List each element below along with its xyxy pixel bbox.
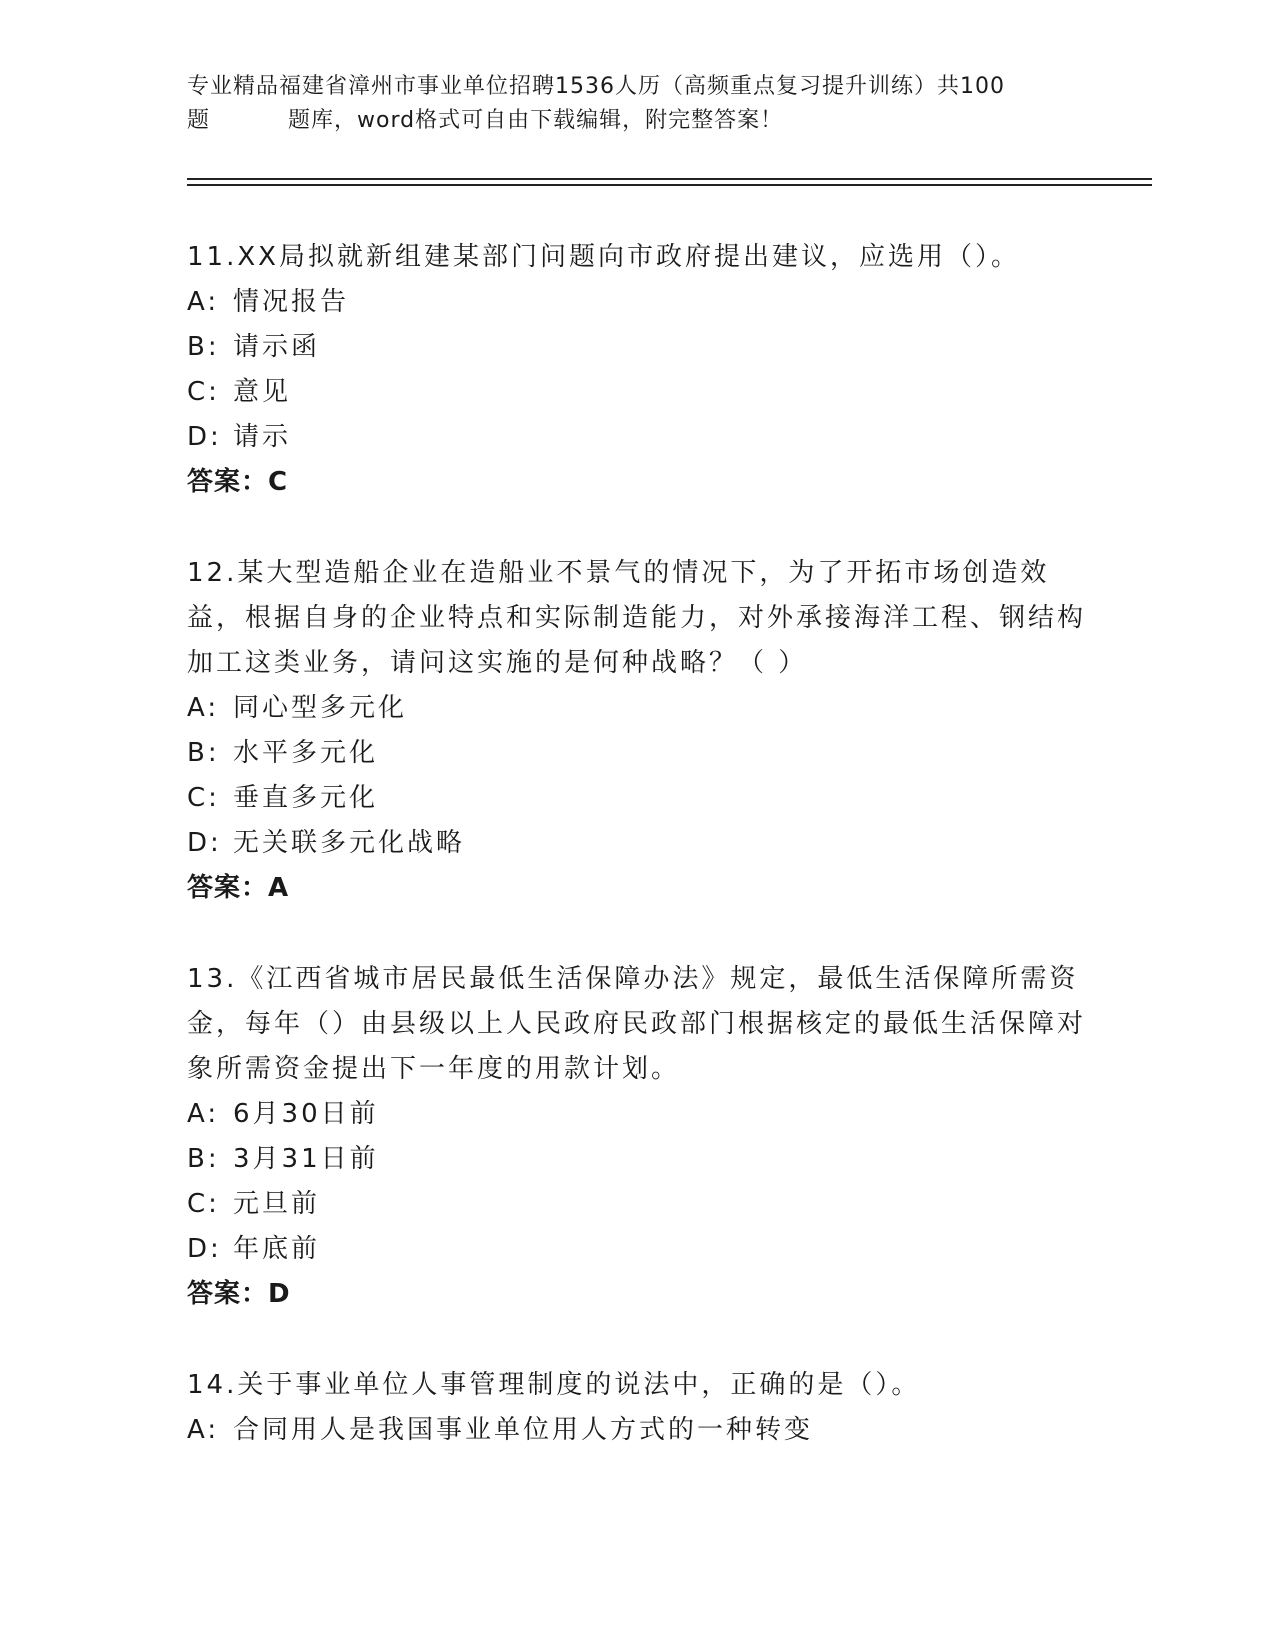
- question-13: [187, 957, 1087, 1317]
- question-stem: 11.XX局拟就新组建某部门问题向市政府提出建议，应选用（）。: [187, 242, 1020, 272]
- header-title-line1: 专业精品福建省漳州市事业单位招聘1536人历（高频重点复习提升训练）共100: [187, 74, 1005, 99]
- answer-line: 答案：D: [187, 1279, 291, 1309]
- option-text: 请示: [233, 422, 292, 452]
- option-c: [187, 776, 1087, 821]
- option-key: D:: [187, 422, 222, 452]
- option-b: [187, 731, 1087, 776]
- header-title-line2-right: 题库，word格式可自由下载编辑，附完整答案！: [288, 108, 784, 133]
- option-a: [187, 280, 1087, 325]
- option-key: A:: [187, 1099, 220, 1129]
- option-d: [187, 821, 1087, 866]
- question-list: [187, 235, 1087, 1499]
- option-key: A:: [187, 1415, 220, 1445]
- option-text: 无关联多元化战略: [233, 828, 466, 858]
- question-11: [187, 235, 1087, 505]
- question-stem: 12.某大型造船企业在造船业不景气的情况下，为了开拓市场创造效益，根据自身的企业特点和实际制造能力，对外承接海洋工程、钢结构加工这类业务，请问这实施的是何种战略？（ ）: [187, 558, 1087, 678]
- header-title-line2: [187, 104, 1067, 138]
- question-stem: 13.《江西省城市居民最低生活保障办法》规定，最低生活保障所需资金，每年（）由县级以上人民政府民政部门根据核定的最低生活保障对象所需资金提出下一年度的用款计划。: [187, 964, 1087, 1084]
- answer-line: 答案：A: [187, 873, 290, 903]
- option-text: 元旦前: [233, 1189, 321, 1219]
- question-12: [187, 551, 1087, 911]
- option-text: 年底前: [233, 1234, 321, 1264]
- option-a: [187, 1092, 1087, 1137]
- option-text: 水平多元化: [233, 738, 379, 768]
- option-key: C:: [187, 783, 220, 813]
- document-header: [187, 70, 1067, 138]
- option-a: [187, 1408, 1087, 1453]
- option-key: B:: [187, 1144, 220, 1174]
- option-a: [187, 686, 1087, 731]
- answer-line: 答案：C: [187, 467, 289, 497]
- option-text: 情况报告: [233, 287, 350, 317]
- header-divider-bottom: [187, 184, 1152, 186]
- option-key: A:: [187, 287, 220, 317]
- option-d: [187, 1227, 1087, 1272]
- option-c: [187, 370, 1087, 415]
- option-key: A:: [187, 693, 220, 723]
- option-text: 合同用人是我国事业单位用人方式的一种转变: [233, 1415, 814, 1445]
- option-text: 请示函: [233, 332, 321, 362]
- header-divider-top: [187, 178, 1152, 180]
- option-text: 3月31日前: [233, 1144, 379, 1174]
- question-14: [187, 1363, 1087, 1453]
- header-title-line2-left: 题: [187, 108, 211, 133]
- option-text: 意见: [233, 377, 292, 407]
- option-key: C:: [187, 1189, 220, 1219]
- option-text: 6月30日前: [233, 1099, 379, 1129]
- option-b: [187, 1137, 1087, 1182]
- question-stem: 14.关于事业单位人事管理制度的说法中，正确的是（）。: [187, 1370, 921, 1400]
- option-b: [187, 325, 1087, 370]
- option-key: C:: [187, 377, 220, 407]
- option-key: D:: [187, 828, 222, 858]
- option-key: B:: [187, 332, 220, 362]
- option-key: B:: [187, 738, 220, 768]
- option-text: 垂直多元化: [233, 783, 379, 813]
- option-text: 同心型多元化: [233, 693, 408, 723]
- option-key: D:: [187, 1234, 222, 1264]
- option-c: [187, 1182, 1087, 1227]
- option-d: [187, 415, 1087, 460]
